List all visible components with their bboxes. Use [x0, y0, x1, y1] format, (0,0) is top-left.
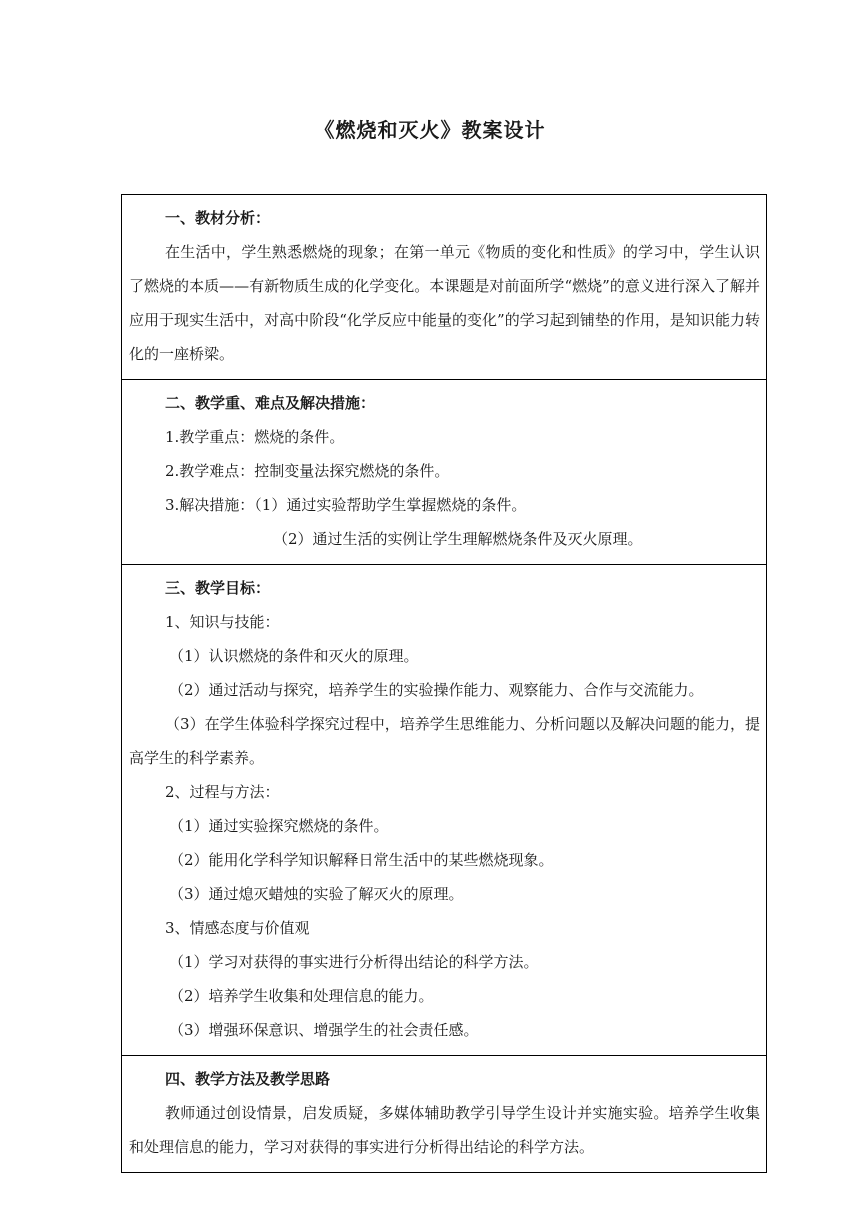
- goal-item: （2）培养学生收集和处理信息的能力。: [169, 987, 434, 1005]
- measure-line: 3.解决措施：（1）通过实验帮助学生掌握燃烧的条件。: [165, 496, 527, 514]
- section-paragraph: 教师通过创设情景，启发质疑，多媒体辅助教学引导学生设计并实施实验。培养学生收集和处理信息的能力，学习对获得的事实进行分析得出结论的科学方法。: [129, 1104, 760, 1156]
- lesson-plan-table: [121, 194, 767, 1173]
- goal-item: （3）在学生体验科学探究过程中，培养学生思维能力、分析问题以及解决问题的能力，提高学生的科学素养。: [129, 715, 760, 767]
- section-teaching-methods: [122, 1056, 767, 1173]
- section-key-points: [122, 380, 767, 565]
- goal-group-title: 2、过程与方法：: [165, 783, 280, 801]
- section-heading: 三、教学目标：: [165, 579, 271, 597]
- section-teaching-goals: [122, 565, 767, 1056]
- goal-item: （1）学习对获得的事实进行分析得出结论的科学方法。: [169, 953, 539, 971]
- section-paragraph: 在生活中，学生熟悉燃烧的现象；在第一单元《物质的变化和性质》的学习中，学生认识了燃烧的本质——有新物质生成的化学变化。本课题是对前面所学“燃烧”的意义进行深入了解并应用于现实生活中，对高中阶段“化学反应中能量的变化”的学习起到铺垫的作用，是知识能力转化的一座桥梁。: [129, 243, 760, 363]
- goal-group-title: 3、情感态度与价值观: [165, 919, 310, 937]
- goal-item: （2）通过活动与探究，培养学生的实验操作能力、观察能力、合作与交流能力。: [169, 681, 704, 699]
- measure-line: （2）通过生活的实例让学生理解燃烧条件及灭火原理。: [273, 530, 643, 548]
- section-heading: 二、教学重、难点及解决措施：: [165, 394, 376, 412]
- goal-item: （3）增强环保意识、增强学生的社会责任感。: [169, 1021, 479, 1039]
- section-textbook-analysis: [122, 195, 767, 380]
- goal-item: （2）能用化学科学知识解释日常生活中的某些燃烧现象。: [169, 851, 554, 869]
- section-heading: 一、教材分析：: [165, 209, 271, 227]
- goal-group-title: 1、知识与技能：: [165, 613, 280, 631]
- document-title: 《燃烧和灭火》教案设计: [314, 118, 546, 142]
- goal-item: （1）通过实验探究燃烧的条件。: [169, 817, 389, 835]
- section-heading: 四、教学方法及教学思路: [165, 1070, 331, 1088]
- key-point-line: 1.教学重点：燃烧的条件。: [165, 428, 345, 446]
- difficulty-line: 2.教学难点：控制变量法探究燃烧的条件。: [165, 462, 450, 480]
- goal-item: （1）认识燃烧的条件和灭火的原理。: [169, 647, 419, 665]
- goal-item: （3）通过熄灭蜡烛的实验了解灭火的原理。: [169, 885, 464, 903]
